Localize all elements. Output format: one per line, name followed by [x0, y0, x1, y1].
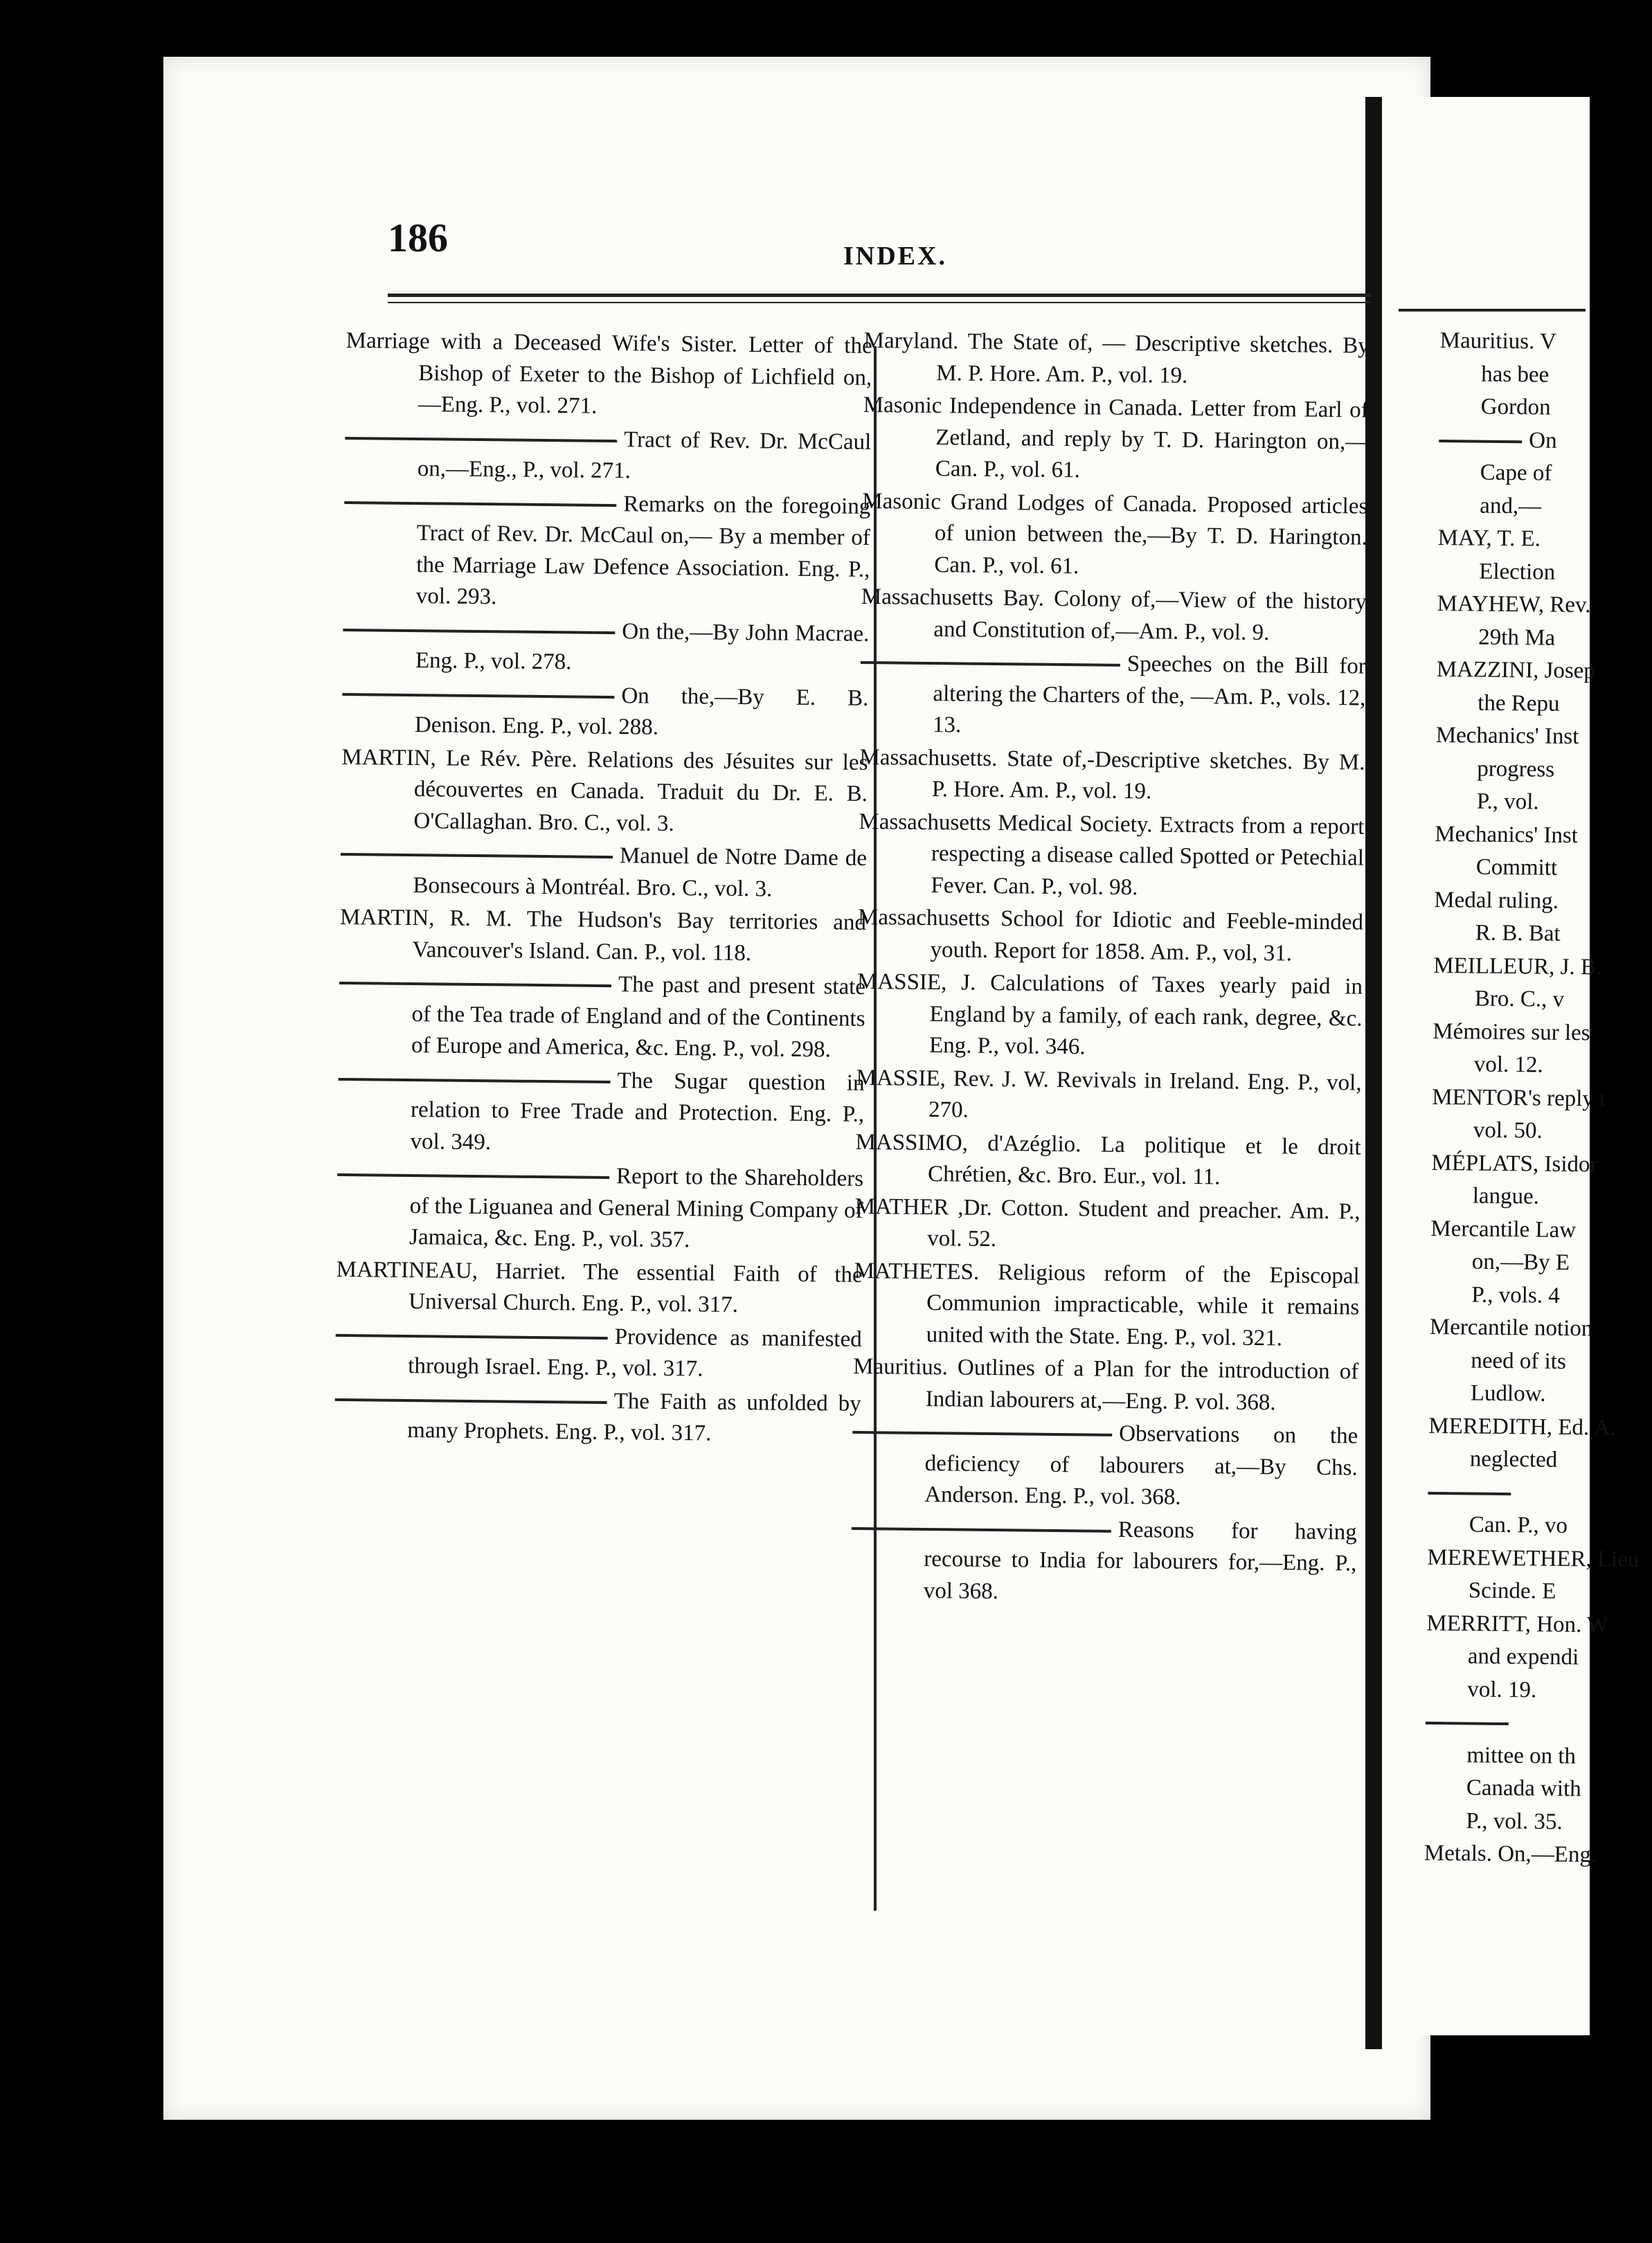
entry-text: MERRITT, Hon. W — [1426, 1610, 1609, 1638]
ditto-rule — [339, 1078, 611, 1083]
index-subentry — [336, 1158, 863, 1258]
ditto-rule — [339, 982, 611, 987]
ditto-rule — [1426, 1722, 1509, 1725]
entry-text: Massachusetts Medical Society. Extracts from a report respecting a disease called Spotted or Petechial Fever. Can. P., vol. 98. — [859, 809, 1365, 900]
entry-text: Mauritius. Outlines of a Plan for the introduction of Indian labourers at,—Eng. P. vol. 368. — [853, 1353, 1359, 1415]
index-subentry — [1426, 1706, 1606, 1740]
index-subentry — [1439, 424, 1619, 457]
index-entry — [1437, 654, 1617, 687]
index-subentry — [1429, 1378, 1609, 1411]
entry-text: MARTINEAU, Harriet. The essential Faith of the Universal Church. Eng. P., vol. 317. — [336, 1256, 863, 1318]
index-subentry — [1439, 358, 1619, 391]
index-entry — [1435, 818, 1615, 852]
entry-text: Mechanics' Inst — [1435, 821, 1579, 848]
entry-text: MAYHEW, Rev. — [1437, 591, 1591, 618]
index-subentry — [1429, 1344, 1609, 1378]
index-entry — [853, 1351, 1359, 1420]
entry-text: The past and present state of the Tea trade of England and of the Continents of Europe and America, &c. Eng. P., vol. 298. — [411, 972, 866, 1063]
entry-text: The Faith as unfolded by many Prophets. Eng. P., vol. 317. — [407, 1388, 861, 1446]
facing-header-rule — [1399, 309, 1586, 312]
index-subentry — [852, 1416, 1358, 1515]
index-subentry — [345, 421, 872, 489]
index-entry — [861, 582, 1367, 650]
index-subentry — [1439, 391, 1619, 424]
entry-text: Mauritius. V — [1439, 327, 1557, 354]
entry-text: MASSIE, Rev. J. W. Revivals in Ireland. Eng. P., vol, 270. — [856, 1065, 1362, 1123]
entry-text: R. B. Bat — [1475, 920, 1561, 946]
entry-text: Cape of — [1480, 460, 1552, 486]
entry-text: neglected — [1469, 1446, 1558, 1472]
entry-text: Massachusetts School for Idiotic and Feeble-minded youth. Report for 1858. Am. P., vol, 31. — [857, 904, 1364, 966]
ditto-rule — [335, 1398, 607, 1404]
entry-text: has bee — [1481, 361, 1550, 388]
index-subentry — [1438, 489, 1618, 523]
index-entry — [339, 902, 866, 971]
index-entry — [854, 1255, 1360, 1355]
index-entry — [856, 966, 1363, 1066]
entry-text: MASSIMO, d'Azéglio. La politique et le droit Chrétien, &c. Bro. Eur., vol. 11. — [855, 1129, 1361, 1190]
index-subentry — [1433, 983, 1613, 1016]
index-column-right-fragment — [1424, 325, 1640, 1873]
header-rule-thick — [388, 294, 1371, 297]
index-subentry — [1431, 1180, 1611, 1214]
ditto-rule — [345, 437, 617, 442]
entry-text: vol. 19. — [1467, 1677, 1537, 1703]
index-subentry — [1424, 1805, 1604, 1838]
entry-text: Gordon — [1480, 394, 1551, 420]
index-column-middle — [851, 325, 1370, 1613]
index-subentry — [1432, 1115, 1612, 1148]
entry-text: need of its — [1471, 1348, 1566, 1374]
entry-text: on,—By E — [1471, 1249, 1570, 1276]
index-subentry — [851, 1511, 1357, 1611]
entry-text: Remarks on the foregoing Tract of Rev. Dr. McCaul on,— By a member of the Marriage Law Defence Association. Eng. P., vol. 293. — [415, 491, 871, 610]
index-entry — [1431, 1147, 1611, 1180]
ditto-rule — [337, 1173, 609, 1179]
index-entry — [858, 806, 1364, 906]
ditto-rule — [852, 1431, 1112, 1436]
entry-text: Mémoires sur les — [1433, 1018, 1590, 1045]
entry-text: the Repu — [1478, 690, 1560, 717]
entry-text: Reasons for having recourse to India for labourers for,—Eng. P., vol 368. — [923, 1517, 1357, 1604]
ditto-rule — [1439, 440, 1522, 443]
index-subentry — [342, 677, 869, 746]
ditto-rule — [1428, 1492, 1511, 1495]
index-subentry — [1428, 1476, 1608, 1509]
index-subentry — [1437, 621, 1617, 654]
ditto-rule — [341, 853, 613, 858]
index-subentry — [1439, 457, 1619, 490]
ditto-rule — [852, 1527, 1111, 1533]
index-entry — [336, 1254, 863, 1322]
index-subentry — [340, 838, 867, 906]
entry-text: Mercantile Law — [1430, 1216, 1577, 1243]
entry-text: Mercantile notion — [1429, 1314, 1593, 1342]
entry-text: vol. 50. — [1473, 1117, 1543, 1144]
entry-text: MASSIE, J. Calculations of Taxes yearly paid in England by a family, of each rank, degree, &c. Eng. P., vol. 346. — [856, 969, 1363, 1060]
index-subentry — [1425, 1772, 1605, 1805]
index-subentry — [1435, 786, 1615, 819]
ditto-rule — [861, 661, 1120, 667]
index-entry — [863, 325, 1370, 394]
entry-text: Tract of Rev. Dr. McCaul on,—Eng., P., vol. 271. — [417, 426, 872, 484]
entry-text: MEILLEUR, J. B. — [1433, 953, 1602, 980]
ditto-rule — [344, 501, 616, 507]
index-entry — [1427, 1542, 1640, 1575]
entry-text: Marriage with a Deceased Wife's Sister. Letter of the Bishop of Exeter to the Bishop of Lichfield on,—Eng. P., vol. 271. — [345, 327, 872, 419]
entry-text: P., vol. 35. — [1466, 1808, 1563, 1835]
index-subentry — [1434, 917, 1614, 951]
index-entry — [1437, 588, 1617, 622]
index-entry — [857, 902, 1363, 971]
entry-text: MARTIN, Le Rév. Père. Relations des Jésuites sur les découvertes en Canada. Traduit du Dr. E. B. O'Callaghan. Bro. C., vol. 3. — [341, 744, 868, 836]
entry-text: progress — [1477, 756, 1555, 782]
entry-text: Committ — [1475, 854, 1558, 881]
index-entry — [1434, 884, 1614, 917]
entry-text: MEREDITH, Ed. A. — [1428, 1413, 1616, 1441]
ditto-rule — [343, 629, 615, 634]
index-entry — [1430, 1312, 1610, 1345]
index-entry — [1433, 950, 1613, 983]
index-subentry — [860, 646, 1366, 746]
entry-text: Observations on the deficiency of labourers at,—By Chs. Anderson. Eng. P., vol. 368. — [924, 1421, 1358, 1510]
index-subentry — [1426, 1641, 1606, 1674]
entry-text: mittee on th — [1466, 1742, 1577, 1769]
entry-text: MATHER ,Dr. Cotton. Student and preacher. Am. P., vol. 52. — [854, 1193, 1361, 1252]
index-subentry — [1425, 1739, 1605, 1772]
entry-text: Massachusetts Bay. Colony of,—View of the history and Constitution of,—Am. P., vol. 9. — [861, 584, 1367, 645]
entry-text: Mechanics' Inst — [1435, 722, 1579, 750]
entry-text: Ludlow. — [1470, 1380, 1546, 1407]
index-subentry — [343, 613, 870, 681]
index-subentry — [334, 1382, 861, 1451]
ditto-rule — [336, 1334, 608, 1340]
index-subentry — [1428, 1443, 1608, 1477]
entry-text: Massachusetts. State of,-Descriptive sketches. By M. P. Hore. Am. P., vol. 19. — [859, 744, 1365, 804]
entry-text: MENTOR's reply t — [1432, 1084, 1606, 1112]
entry-text: langue. — [1472, 1183, 1540, 1209]
entry-text: On the,—By John Macrae. Eng. P., vol. 278. — [415, 618, 870, 675]
header-rule-thin — [388, 302, 1371, 303]
index-subentry — [1430, 1246, 1610, 1279]
index-subentry — [1436, 687, 1616, 720]
entry-text: Report to the Shareholders of the Liguanea and General Mining Company of Jamaica, &c. Eng. P., vol. 357. — [409, 1164, 864, 1253]
index-subentry — [1426, 1673, 1606, 1706]
index-subentry — [337, 1062, 864, 1162]
entry-text: Metals. On,—Eng. — [1424, 1840, 1597, 1868]
index-entry — [1433, 1016, 1613, 1049]
index-entry — [1440, 325, 1620, 359]
entry-text: and expendi — [1467, 1643, 1579, 1670]
index-subentry — [1437, 555, 1617, 588]
entry-text: Providence as manifested through Israel. Eng. P., vol. 317. — [408, 1324, 862, 1382]
index-entry — [856, 1062, 1362, 1130]
index-entry — [1432, 1081, 1612, 1115]
entry-text: Election — [1479, 559, 1556, 585]
entry-text: Masonic Grand Lodges of Canada. Proposed articles of union between the,—By T. D. Harington. Can. P., vol. 61. — [862, 488, 1368, 579]
index-entry — [1424, 1838, 1604, 1871]
entry-text: Medal ruling. — [1434, 887, 1559, 914]
index-entry — [855, 1126, 1361, 1195]
entry-text: Manuel de Notre Dame de Bonsecours à Montréal. Bro. C., vol. 3. — [413, 843, 868, 901]
ditto-rule — [342, 693, 614, 699]
index-entry — [1438, 523, 1618, 556]
entry-text: vol. 12. — [1473, 1052, 1543, 1078]
index-subentry — [1435, 753, 1615, 786]
index-entry — [1428, 1410, 1616, 1443]
entry-text: Speeches on the Bill for altering the Charters of the, —Am. P., vols. 12, 13. — [932, 651, 1367, 738]
running-head: INDEX. — [843, 242, 947, 271]
entry-text: Bro. C., v — [1474, 986, 1565, 1012]
index-entry — [863, 390, 1369, 489]
entry-text: MÉPLATS, Isidor — [1431, 1150, 1598, 1177]
entry-text: Canada with — [1466, 1775, 1581, 1802]
entry-text: Scinde. E — [1468, 1578, 1556, 1604]
entry-text: Maryland. The State of, — Descriptive sketches. By M. P. Hore. Am. P., vol. 19. — [863, 327, 1370, 388]
index-subentry — [1427, 1575, 1607, 1608]
entry-text: MATHETES. Religious reform of the Episcopal Communion impracticable, while it remains united with the State. Eng. P., vol. 321. — [854, 1258, 1360, 1351]
entry-text: P., vol. — [1476, 789, 1539, 815]
index-entry — [861, 485, 1367, 585]
entry-text: Can. P., vo — [1469, 1512, 1568, 1539]
entry-text: MEREWETHER, Lieu — [1427, 1544, 1640, 1572]
entry-text: MAZZINI, Josep — [1436, 656, 1596, 684]
index-subentry — [1433, 1049, 1613, 1082]
index-entry — [854, 1191, 1361, 1259]
index-subentry — [1428, 1509, 1608, 1542]
entry-text: MARTIN, R. M. The Hudson's Bay territories and Vancouver's Island. Can. P., vol. 118. — [339, 904, 867, 966]
entry-text: P., vols. 4 — [1471, 1282, 1560, 1308]
index-subentry — [1435, 852, 1615, 885]
entry-text: The Sugar question in relation to Free Trade and Protection. Eng. P., vol. 349. — [410, 1068, 865, 1155]
entry-text: Masonic Independence in Canada. Letter from Earl of Zetland, and reply by T. D. Harington on,—Can. P., vol. 61. — [863, 392, 1369, 483]
index-subentry — [339, 966, 865, 1066]
index-entry — [1430, 1213, 1610, 1246]
entry-text: On — [1529, 427, 1557, 453]
index-entry — [341, 741, 868, 841]
entry-text: 29th Ma — [1478, 624, 1556, 651]
entry-text: MAY, T. E. — [1437, 525, 1541, 552]
page-number: 186 — [388, 215, 448, 260]
index-column-left — [334, 325, 872, 1452]
entry-text: and,— — [1480, 493, 1542, 519]
index-entry — [1436, 720, 1616, 753]
index-entry — [1426, 1607, 1609, 1641]
index-subentry — [1430, 1279, 1610, 1312]
index-subentry — [343, 485, 871, 617]
entry-text: On the,—By E. B. Denison. Eng. P., vol. 288. — [414, 683, 869, 740]
index-subentry — [335, 1318, 862, 1387]
index-entry — [859, 741, 1365, 810]
index-entry — [345, 325, 872, 425]
